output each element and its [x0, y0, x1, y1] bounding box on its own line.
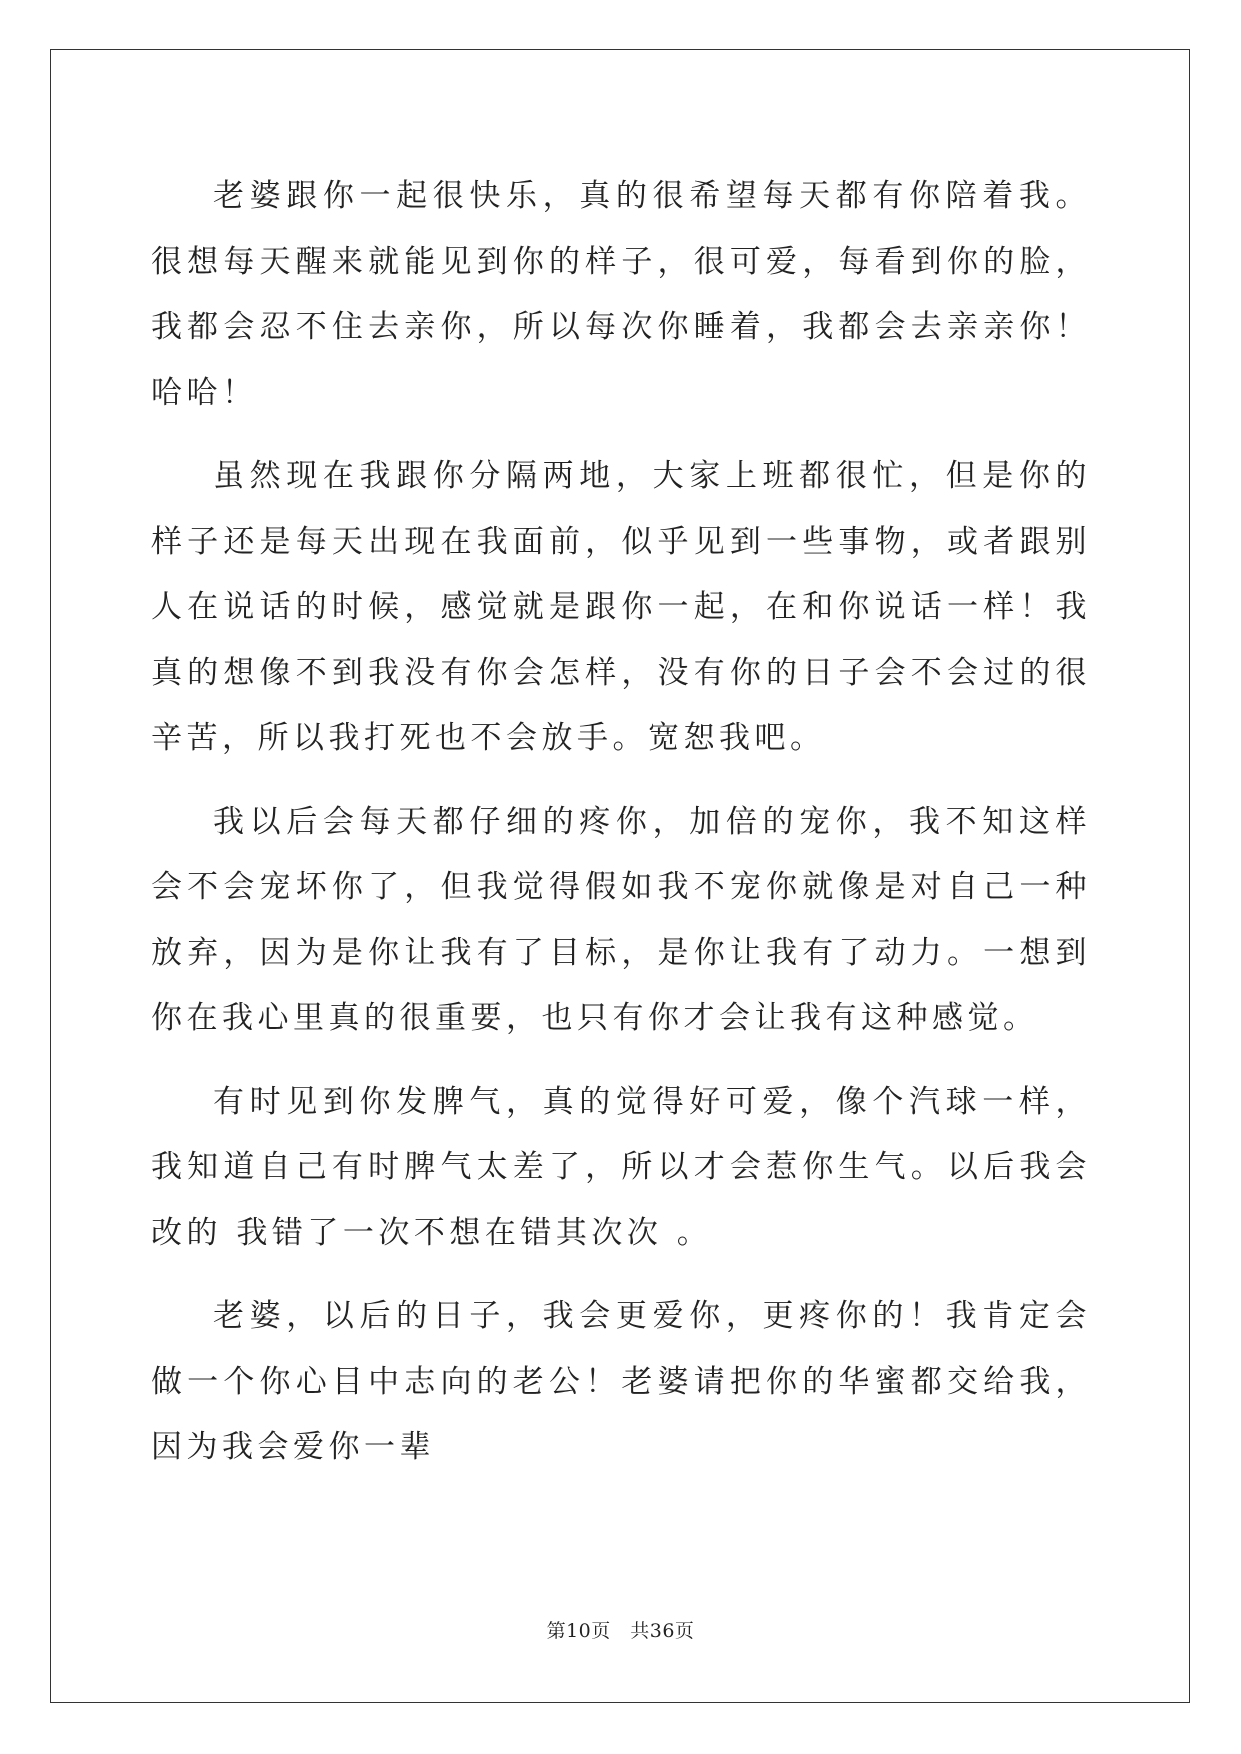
paragraph-1: 老婆跟你一起很快乐，真的很希望每天都有你陪着我。很想每天醒来就能见到你的样子，很可爱，每看到你的脸，我都会忍不住去亲你，所以每次你睡着，我都会去亲亲你！哈哈！ [151, 178, 1091, 411]
paragraph-5: 老婆，以后的日子，我会更爱你，更疼你的！我肯定会做一个你心目中志向的老公！老婆请把你的华蜜都交给我，因为我会爱你一辈 [151, 1298, 1091, 1465]
page-number-label: 第10页 共36页 [546, 1620, 695, 1642]
paragraph-4: 有时见到你发脾气，真的觉得好可爱，像个汽球一样，我知道自己有时脾气太差了，所以才会惹你生气。以后我会改的 我错了一次不想在错其次次 。 [151, 1083, 1091, 1251]
paragraph-2: 虽然现在我跟你分隔两地，大家上班都很忙，但是你的样子还是每天出现在我面前，似乎见到一些事物，或者跟别人在说话的时候，感觉就是跟你一起，在和你说话一样！我真的想像不到我没有你会怎样，没有你的日子会不会过的很辛苦，所以我打死也不会放手。宽恕我吧。 [151, 458, 1091, 756]
page-footer [0, 1616, 1241, 1643]
paragraph-3: 我以后会每天都仔细的疼你，加倍的宠你，我不知这样会不会宠坏你了，但我觉得假如我不宠你就像是对自己一种放弃，因为是你让我有了目标，是你让我有了动力。一想到你在我心里真的很重要，也只有你才会让我有这种感觉。 [151, 803, 1091, 1036]
document-body [151, 164, 1091, 1499]
